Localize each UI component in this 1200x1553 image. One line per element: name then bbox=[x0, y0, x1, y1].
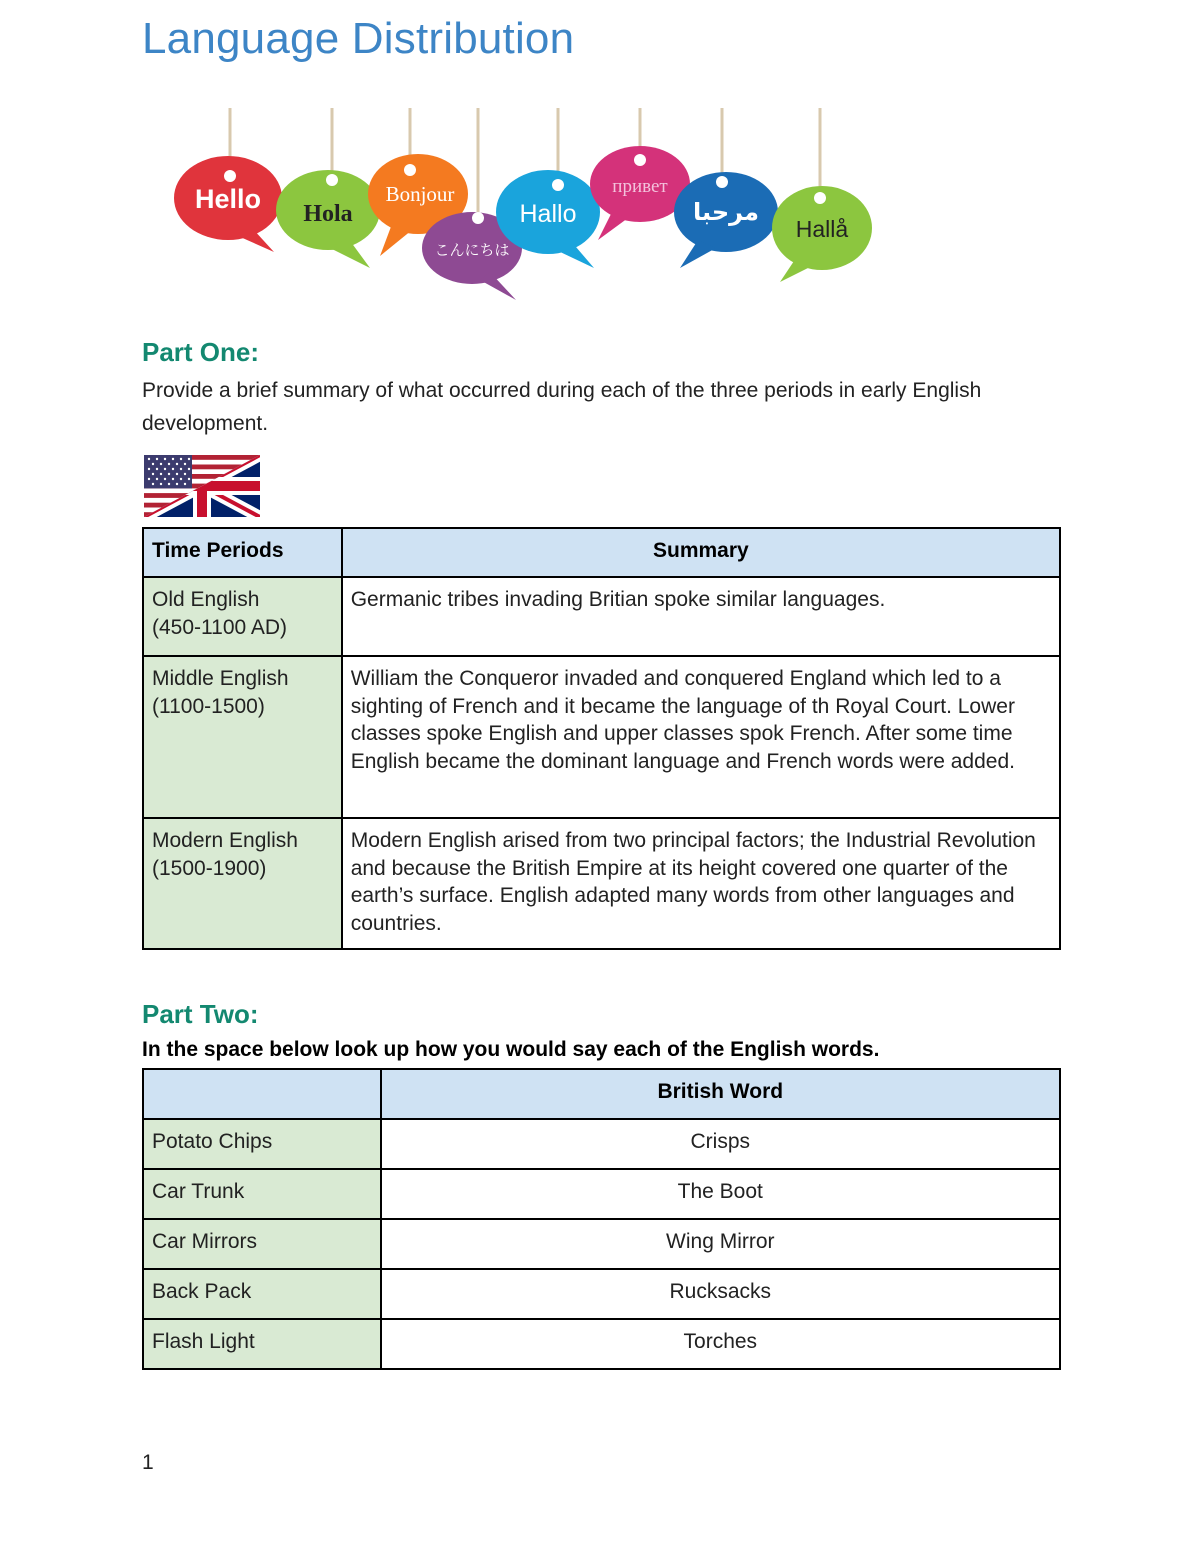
british-word-cell: The Boot bbox=[381, 1169, 1060, 1219]
greeting-hello: Hello bbox=[194, 184, 262, 214]
english-word-cell: Flash Light bbox=[143, 1319, 381, 1369]
english-word-cell: Back Pack bbox=[143, 1269, 381, 1319]
table-row bbox=[143, 1269, 1060, 1319]
british-word-cell: Torches bbox=[381, 1319, 1060, 1369]
british-word-cell: Rucksacks bbox=[381, 1269, 1060, 1319]
table-row bbox=[143, 577, 1060, 656]
table-row bbox=[143, 818, 1060, 949]
hola-bubble bbox=[276, 170, 380, 268]
period-cell bbox=[143, 656, 342, 818]
british-words-table bbox=[142, 1068, 1061, 1370]
table-header-row bbox=[143, 528, 1060, 577]
summary-cell: William the Conqueror invaded and conquered England which led to a sighting of French and it became the language of th Royal Court. Lower classes spoke English and upper classes spok French. After some time English became the dominant language and French words were added. bbox=[342, 656, 1060, 818]
header-summary: Summary bbox=[342, 528, 1060, 577]
british-word-cell: Crisps bbox=[381, 1119, 1060, 1169]
page-title: Language Distribution bbox=[142, 14, 575, 63]
period-dates: (1100-1500) bbox=[152, 694, 265, 718]
greetings-illustration bbox=[160, 100, 900, 310]
greeting-bonjour: Bonjour bbox=[385, 182, 455, 206]
header-british-word: British Word bbox=[381, 1069, 1060, 1119]
us-uk-flag-icon bbox=[144, 455, 260, 517]
greeting-privet: привет bbox=[612, 176, 668, 197]
table-row bbox=[143, 1219, 1060, 1269]
summary-cell: Germanic tribes invading Britian spoke similar languages. bbox=[342, 577, 1060, 656]
period-dates: (1500-1900) bbox=[152, 856, 267, 880]
greeting-hallo: Hallo bbox=[519, 200, 577, 228]
part-one-prompt: Provide a brief summary of what occurred during each of the three periods in early English development. bbox=[142, 379, 982, 435]
part-one-heading: Part One: bbox=[142, 337, 260, 367]
english-word-cell: Potato Chips bbox=[143, 1119, 381, 1169]
table-row bbox=[143, 1119, 1060, 1169]
british-word-cell: Wing Mirror bbox=[381, 1219, 1060, 1269]
period-name: Middle English bbox=[152, 667, 289, 690]
table-row bbox=[143, 656, 1060, 818]
table-header-row bbox=[143, 1069, 1060, 1119]
period-name: Modern English bbox=[152, 829, 298, 852]
hello-bubble bbox=[174, 156, 282, 252]
time-periods-table bbox=[142, 527, 1061, 950]
period-cell bbox=[143, 818, 342, 949]
privet-bubble bbox=[590, 146, 690, 240]
table-row bbox=[143, 1319, 1060, 1369]
period-name: Old English bbox=[152, 588, 260, 611]
greeting-marhaba: مرحبا bbox=[693, 198, 759, 226]
header-english-word bbox=[143, 1069, 381, 1119]
header-time-periods: Time Periods bbox=[143, 528, 342, 577]
period-cell bbox=[143, 577, 342, 656]
part-two-heading: Part Two: bbox=[142, 999, 259, 1029]
english-word-cell: Car Trunk bbox=[143, 1169, 381, 1219]
marhaba-bubble bbox=[674, 172, 778, 268]
halla-bubble bbox=[772, 186, 872, 282]
table-row bbox=[143, 1169, 1060, 1219]
greeting-hola: Hola bbox=[303, 201, 353, 227]
page-number: 1 bbox=[142, 1451, 154, 1474]
part-two-instruction: In the space below look up how you would say each of the English words. bbox=[142, 1038, 880, 1061]
summary-cell: Modern English arised from two principal factors; the Industrial Revolution and because the British Empire at its height covered one quarter of the earth’s surface. English adapted many words from other languages and countries. bbox=[342, 818, 1060, 949]
greeting-konnichiwa: こんにちは bbox=[434, 241, 510, 259]
english-word-cell: Car Mirrors bbox=[143, 1219, 381, 1269]
period-dates: (450-1100 AD) bbox=[152, 615, 288, 639]
greeting-halla: Hallå bbox=[795, 216, 849, 242]
